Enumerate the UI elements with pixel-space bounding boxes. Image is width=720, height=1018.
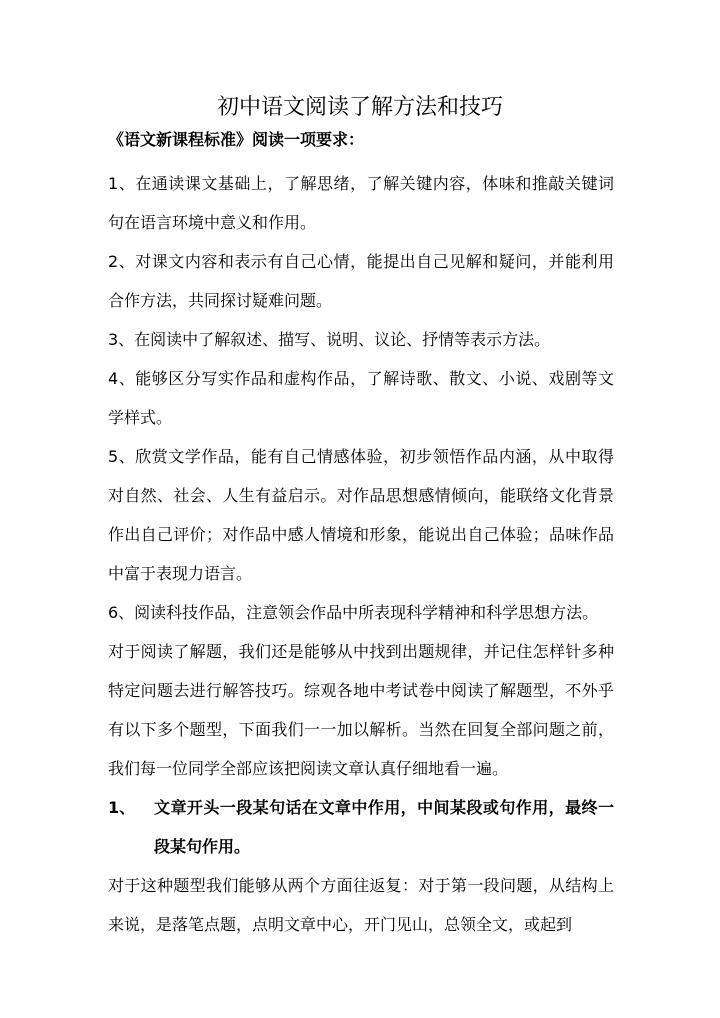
section-number: 1、 [108,798,136,817]
paragraph-intro: 对于阅读了解题，我们还是能够从中找到出题规律，并记住怎样针多种特定问题去进行解答技巧。综观各地中考试卷中阅读了解题型，不外乎有以下多个题型，下面我们一一加以解析。当然在回复全部问题之前，我们每一位同学全部应该把阅读文章认真仔细地看一遍。 [108,642,614,778]
paragraph-answer: 对于这种题型我们能够从两个方面往返复：对于第一段问题，从结构上来说，是落笔点题，点明文章中心，开门见山，总领全文，或起到 [108,876,614,934]
section-heading-text: 文章开头一段某句话在文章中作用，中间某段或句作用，最终一段某句作用。 [154,798,614,856]
section-heading [108,788,614,866]
paragraph-5: 5、欣赏文学作品，能有自己情感体验，初步领悟作品内涵，从中取得对自然、社会、人生有益启示。对作品思想感情倾向，能联络文化背景作出自己评价；对作品中感人情境和形象，能说出自己体验；品味作品中富于表现力语言。 [108,447,614,583]
standard-subtitle: 《语文新课程标准》阅读一项要求： [108,130,365,149]
paragraph-2: 2、对课文内容和表示有自己心情，能提出自己见解和疑问，并能利用合作方法，共同探讨疑难问题。 [108,252,614,310]
paragraph-1: 1、在通读课文基础上，了解思绪，了解关键内容，体味和推敲关键词句在语言环境中意义和作用。 [108,174,614,232]
paragraph-3: 3、在阅读中了解叙述、描写、说明、议论、抒情等表示方法。 [108,330,551,349]
paragraph-6: 6、阅读科技作品，注意领会作品中所表现科学精神和科学思想方法。 [108,603,599,622]
paragraph-4: 4、能够区分写实作品和虚构作品，了解诗歌、散文、小说、戏剧等文学样式。 [108,369,614,427]
document-title: 初中语文阅读了解方法和技巧 [216,95,503,120]
document-body [108,164,614,944]
